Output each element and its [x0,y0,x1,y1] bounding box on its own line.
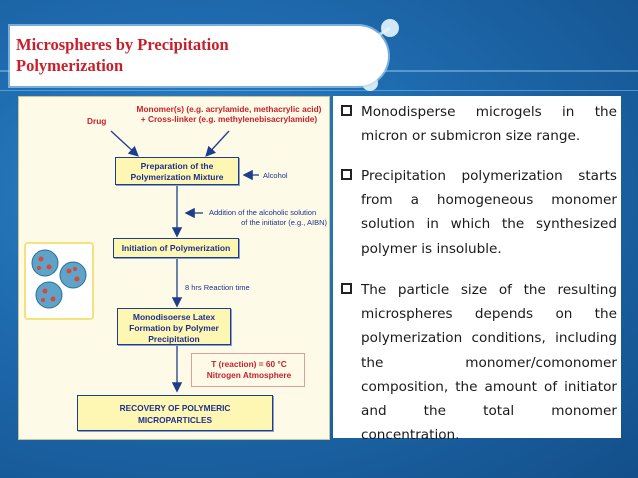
initiator-label-line2: of the initiator (e.g., AIBN) [241,217,327,227]
slide-title [16,34,316,76]
step-preparation-line1: Preparation of the [140,161,214,171]
step-latex-line3: Precipitation [148,334,200,344]
checkbox-bullet-icon [341,169,352,180]
step-recovery [77,395,273,431]
flowchart-panel [18,96,330,440]
slide-title-line1: Microspheres by Precipitation [16,35,229,54]
bullet-text: The particle size of the resulting microspheres depends on the polymerization conditions, including the monomer/comonomer composition, the amount of initiator and the total monomer concentration. [361,282,617,444]
bullet-item [341,100,617,148]
checkbox-bullet-icon [341,283,352,294]
step-preparation [115,157,239,185]
step-recovery-line2: MICROPARTICLES [137,415,213,425]
bullet-text: Monodisperse microgels in the micron or submicron size range. [361,104,617,145]
drug-label: Drug [87,116,107,126]
monomer-label-line2: + Cross-linker (e.g. methylenebisacrylamide) [140,113,318,124]
step-latex-formation [117,308,231,345]
initiator-label [209,208,327,227]
bullet-item [341,164,617,261]
bullet-text-panel [333,96,621,444]
step-latex-line2: Formation by Polymer [129,323,219,333]
flow-arrows [19,97,329,439]
alcohol-label: Alcohol [263,171,288,180]
monomer-label [131,105,327,124]
step-latex-line1: Monodisoerse Latex [132,312,216,322]
condition-atmosphere: Nitrogen Atmosphere [206,370,292,380]
bullet-text: Precipitation polymerization starts from a homogeneous monomer solution in which the synthesized polymer is insoluble. [361,168,617,257]
initiator-label-line1: Addition of the alcoholic solution [209,208,317,217]
condition-temp: T (reaction) = 60 °C [211,359,287,369]
reaction-time-label: 8 hrs Reaction time [185,283,250,292]
reaction-conditions [197,359,301,381]
step-preparation-line2: Polymerization Mixture [130,172,224,182]
slide-title-line2: Polymerization [16,56,124,75]
checkbox-bullet-icon [341,105,352,116]
bullet-item [341,278,617,447]
step-initiation: Initiation of Polymerization [113,238,239,258]
monomer-label-line1: Monomer(s) (e.g. acrylamide, methacrylic acid) [136,104,322,114]
step-recovery-line1: RECOVERY OF POLYMERIC [119,403,231,413]
